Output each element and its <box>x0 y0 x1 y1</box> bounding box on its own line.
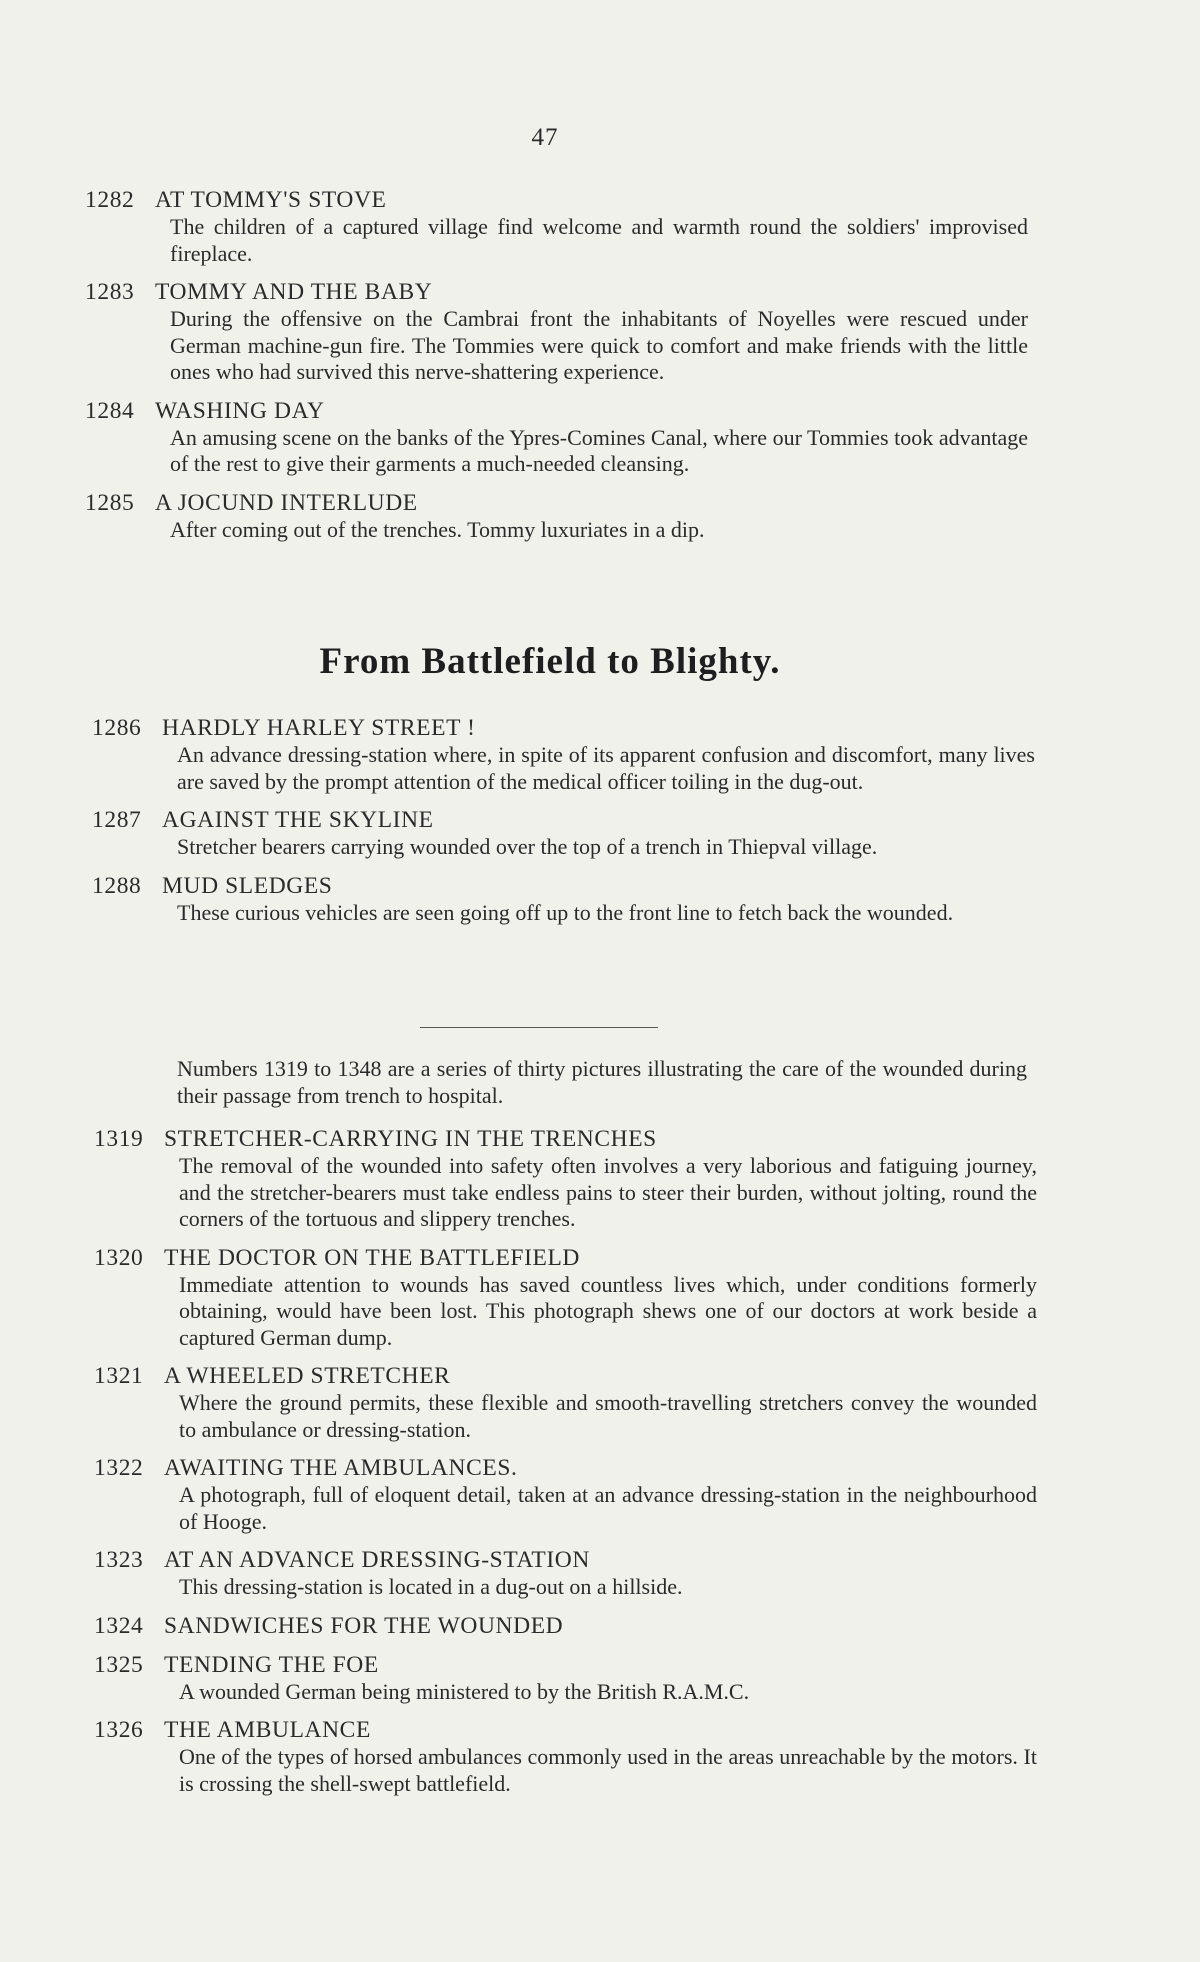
entry-title: THE AMBULANCE <box>164 1717 371 1743</box>
catalogue-entry <box>85 490 1085 544</box>
entry-heading <box>94 1455 1094 1482</box>
entry-title: SANDWICHES FOR THE WOUNDED <box>164 1612 564 1639</box>
entry-number: 1323 <box>94 1547 144 1573</box>
entry-heading <box>94 1245 1094 1272</box>
entry-title: AWAITING THE AMBULANCES. <box>164 1455 518 1481</box>
entry-heading <box>92 807 1092 834</box>
catalogue-entry <box>85 279 1085 386</box>
catalogue-entry <box>85 187 1085 267</box>
series-note: Numbers 1319 to 1348 are a series of thirty pictures illustrating the care of the wounded during their passage from trench to hospital. <box>177 1056 1027 1108</box>
entry-description: This dressing-station is located in a dug-out on a hillside. <box>179 1574 683 1599</box>
entry-number: 1285 <box>85 489 135 516</box>
entry-number: 1282 <box>85 187 135 213</box>
catalogue-entry <box>94 1245 1094 1352</box>
entry-heading <box>94 1717 1094 1744</box>
entry-number: 1321 <box>94 1363 144 1389</box>
entry-title: TENDING THE FOE <box>164 1651 379 1678</box>
catalogue-entries-group-3 <box>94 1126 1094 1809</box>
entry-number: 1284 <box>85 397 135 424</box>
entry-description: These curious vehicles are seen going off up to the front line to fetch back the wounded. <box>177 899 954 925</box>
catalogue-entry <box>94 1547 1094 1601</box>
catalogue-entry <box>92 873 1092 927</box>
entry-heading <box>94 1652 1094 1679</box>
entry-description: After coming out of the trenches. Tommy luxuriates in a dip. <box>170 516 705 542</box>
entry-number: 1287 <box>92 807 142 833</box>
entry-heading <box>92 715 1092 742</box>
entry-heading <box>85 279 1085 306</box>
entry-description: Stretcher bearers carrying wounded over the top of a trench in Thiepval village. <box>177 834 878 859</box>
entry-number: 1322 <box>94 1455 144 1481</box>
catalogue-entry <box>92 715 1092 795</box>
page-number: 47 <box>531 124 559 151</box>
entry-title: A WHEELED STRETCHER <box>164 1363 451 1389</box>
entry-number: 1283 <box>85 279 135 305</box>
entry-heading <box>94 1126 1094 1153</box>
entry-heading <box>85 187 1085 214</box>
entry-heading <box>94 1363 1094 1390</box>
catalogue-entries-group-1 <box>85 187 1085 555</box>
entry-number: 1326 <box>94 1717 144 1743</box>
entry-number: 1288 <box>92 872 142 899</box>
entry-heading <box>94 1547 1094 1574</box>
catalogue-entry <box>94 1717 1094 1797</box>
entry-number: 1324 <box>94 1612 144 1639</box>
entry-number: 1320 <box>94 1244 144 1271</box>
entry-title: TOMMY AND THE BABY <box>155 279 433 305</box>
entry-description: During the offensive on the Cambrai front the inhabitants of Noyelles were rescued under German machine-gun fire. The Tommies were quick to comfort and make friends with the little ones who had survived this nerve-shattering experience. <box>170 306 1028 384</box>
entry-title: AT AN ADVANCE DRESSING-STATION <box>164 1547 590 1573</box>
entry-description: The removal of the wounded into safety often involves a very laborious and fatiguing journey, and the stretcher-bearers must take endless pains to steer their burden, without jolting, round the corners of the tortuous and slippery trenches. <box>179 1153 1037 1231</box>
catalogue-entry <box>94 1455 1094 1535</box>
entry-description: An amusing scene on the banks of the Ypres-Comines Canal, where our Tommies took advantage of the rest to give their garments a much-needed cleansing. <box>170 424 1028 476</box>
entry-number: 1319 <box>94 1126 144 1152</box>
entry-heading <box>85 490 1085 517</box>
entry-number: 1325 <box>94 1651 144 1678</box>
entry-title: AGAINST THE SKYLINE <box>162 807 434 833</box>
section-heading: From Battlefield to Blighty. <box>319 641 781 682</box>
entry-title: AT TOMMY'S STOVE <box>155 187 387 213</box>
entry-title: THE DOCTOR ON THE BATTLEFIELD <box>164 1244 581 1271</box>
catalogue-entry <box>94 1363 1094 1443</box>
entry-title: WASHING DAY <box>155 397 325 424</box>
entry-number: 1286 <box>92 715 142 741</box>
catalogue-entries-group-2 <box>92 715 1092 938</box>
entry-title: A JOCUND INTERLUDE <box>155 489 418 516</box>
entry-description: One of the types of horsed ambulances commonly used in the areas unreachable by the motors. It is crossing the shell-swept battlefield. <box>179 1744 1037 1796</box>
entry-title: STRETCHER-CARRYING IN THE TRENCHES <box>164 1126 657 1152</box>
entry-description: A photograph, full of eloquent detail, taken at an advance dressing-station in the neighbourhood of Hooge. <box>179 1482 1037 1534</box>
entry-heading <box>92 873 1092 900</box>
entry-description: A wounded German being ministered to by the British R.A.M.C. <box>179 1678 750 1704</box>
catalogue-entry <box>85 398 1085 478</box>
entry-description: The children of a captured village find welcome and warmth round the soldiers' improvised fireplace. <box>170 214 1028 266</box>
entry-description: Immediate attention to wounds has saved countless lives which, under conditions formerly obtaining, would have been lost. This photograph shews one of our doctors at work beside a captured German dump. <box>179 1271 1037 1350</box>
entry-heading <box>94 1613 1094 1640</box>
entry-title: HARDLY HARLEY STREET ! <box>162 715 476 741</box>
catalogue-entry <box>94 1613 1094 1640</box>
catalogue-entry <box>92 807 1092 861</box>
catalogue-entry <box>94 1126 1094 1233</box>
entry-heading <box>85 398 1085 425</box>
divider-rule <box>420 1027 658 1028</box>
catalogue-entry <box>94 1652 1094 1706</box>
entry-description: Where the ground permits, these flexible and smooth-travelling stretchers convey the wounded to ambulance or dressing-station. <box>179 1390 1037 1442</box>
entry-description: An advance dressing-station where, in spite of its apparent confusion and discomfort, many lives are saved by the prompt attention of the medical officer toiling in the dug-out. <box>177 742 1035 794</box>
entry-title: MUD SLEDGES <box>162 872 333 899</box>
